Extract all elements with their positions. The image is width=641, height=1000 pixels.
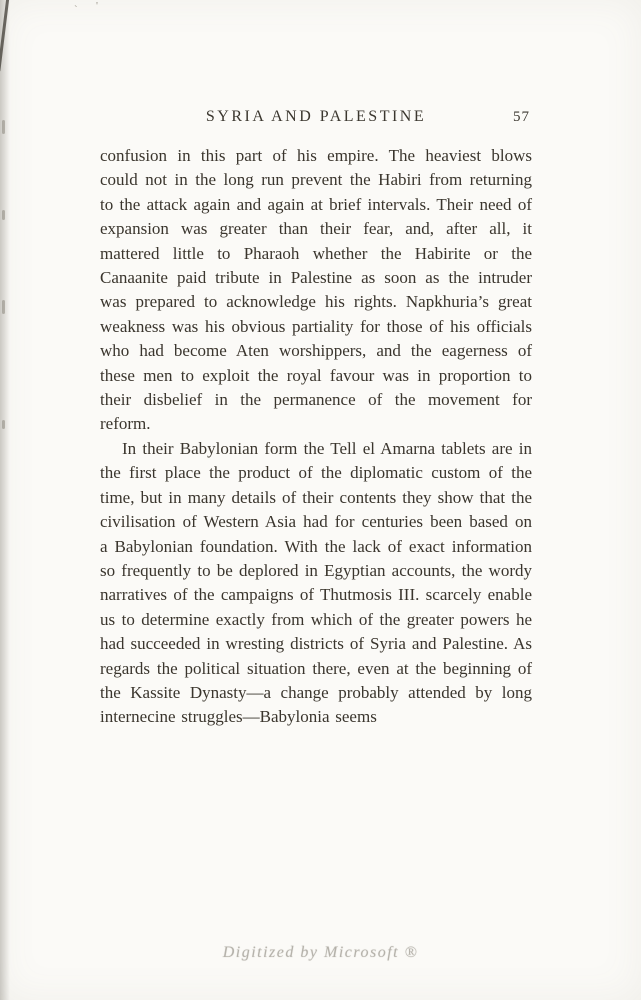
scan-artifact-mark <box>2 420 5 429</box>
page-content <box>100 108 532 730</box>
scan-artifact-mark <box>2 300 5 314</box>
scan-edge-shadow <box>0 0 10 1000</box>
scan-artifact-mark <box>2 210 5 220</box>
paragraph-1: confusion in this part of his empire. The heaviest blows could not in the long run prevent the Habiri from returning to the attack again and again at brief intervals. Their need of expansion was greater than their fear, and, after all, it mattered little to Pharaoh whether the Habirite or the Canaanite paid tribute in Palestine as soon as the intruder was prepared to acknowledge his rights. Napkhuria’s great weakness was his obvious partiality for those of his officials who had become Aten worshippers, and the eagerness of these men to exploit the royal favour was in proportion to their disbelief in the permanence of the movement for reform. <box>100 146 532 434</box>
scan-speck: ` <box>74 4 78 16</box>
paragraph-2: In their Babylonian form the Tell el Amarna tablets are in the first place the product of the diplomatic custom of the time, but in many details of their contents they show that the civilisation of Western Asia had for centuries been based on a Babylonian foundation. With the lack of exact information so frequently to be deplored in Egyptian accounts, the wordy narratives of the campaigns of Thutmosis III. scarcely enable us to determine exactly from which of the greater powers he had succeeded in wresting districts of Syria and Palestine. As regards the political situation there, even at the beginning of the Kassite Dynasty—a change probably attended by long internecine struggles—Babylonia seems <box>100 438 532 727</box>
scan-speck: ' <box>96 0 98 12</box>
scan-artifact-mark <box>2 120 5 134</box>
digitization-watermark: Digitized by Microsoft ® <box>222 944 419 961</box>
running-title: SYRIA AND PALESTINE <box>205 108 427 125</box>
running-header <box>100 108 532 144</box>
page-number: 57 <box>513 109 530 125</box>
scan-artifact-top-left <box>0 0 10 72</box>
body-text <box>100 144 532 730</box>
